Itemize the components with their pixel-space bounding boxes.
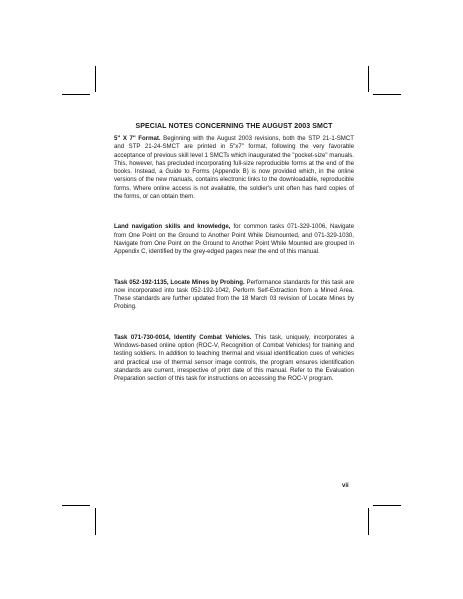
paragraph-locate-mines-lead: Task 052-192-1135, Locate Mines by Probing. [114, 278, 245, 286]
paragraph-land-navigation-lead: Land navigation skills and knowledge, [114, 223, 231, 231]
paragraph-combat-vehicles [114, 334, 354, 384]
paragraph-locate-mines [114, 279, 354, 312]
paragraph-locate-mines-body: Performance standards for this task are now incorporated into task 052-192-1042, Perform Self-Extraction from a Mined Area. These standards are further updated from the 18 March 03 revision of Locate Mines by Probing. [114, 278, 354, 311]
crop-mark-bottom-left-vertical [95, 508, 96, 535]
crop-mark-top-right-horizontal [373, 94, 401, 95]
paragraph-format [114, 135, 354, 201]
paragraph-combat-vehicles-lead: Task 071-730-0014, Identify Combat Vehicles. [114, 333, 252, 341]
crop-mark-top-left-horizontal [62, 94, 90, 95]
crop-mark-bottom-right-vertical [368, 508, 369, 535]
crop-mark-bottom-right-horizontal [373, 505, 401, 506]
paragraph-format-lead: 5" X 7" Format. [114, 135, 161, 142]
crop-mark-top-left-vertical [95, 66, 96, 92]
paragraph-land-navigation-body: for common tasks 071-329-1006, Navigate from One Point on the Ground to Another Point While Dismounted, and 071-329-1030, Navigate from One Point on the Ground to Another Point While Mounted are grouped in Appendix C, identified by the grey-edged pages near the end of this manual. [114, 223, 355, 256]
paragraph-land-navigation [114, 223, 354, 256]
page-title: SPECIAL NOTES CONCERNING THE AUGUST 2003 SMCT [135, 123, 333, 130]
page-number: vii [342, 483, 349, 489]
crop-mark-bottom-left-horizontal [62, 505, 90, 506]
paragraph-format-body: Beginning with the August 2003 revisions, both the STP 21-1-SMCT and STP 21-24-SMCT are printed in 5"x7" format, following the very favorable acceptance of previous skill level 1 SMCTs which inaugurated the "pocket-size" manuals. This, however, has precluded incorporating full-size reproducible forms at the end of the books. Instead, a Guide to Forms (Appendix B) is now provided which, in the online versions of the new manuals, contains electronic links to the downloadable, reproducible forms. Where online access is not available, the soldier's unit often has hard copies of the forms, or can obtain them. [114, 135, 355, 201]
paragraph-combat-vehicles-body: This task, uniquely, incorporates a Windows-based online option (ROC-V, Recognition of Combat Vehicles) for training and testing soldiers. In addition to teaching thermal and visual identification cues of vehicles and practical use of thermal sensor image controls, the program ensures identification standards are current, irrespective of print date of this manual. Refer to the Evaluation Preparation section of this task for instructions on accessing the ROC-V program. [114, 333, 354, 383]
crop-mark-top-right-vertical [368, 66, 369, 92]
document-body [114, 123, 354, 384]
